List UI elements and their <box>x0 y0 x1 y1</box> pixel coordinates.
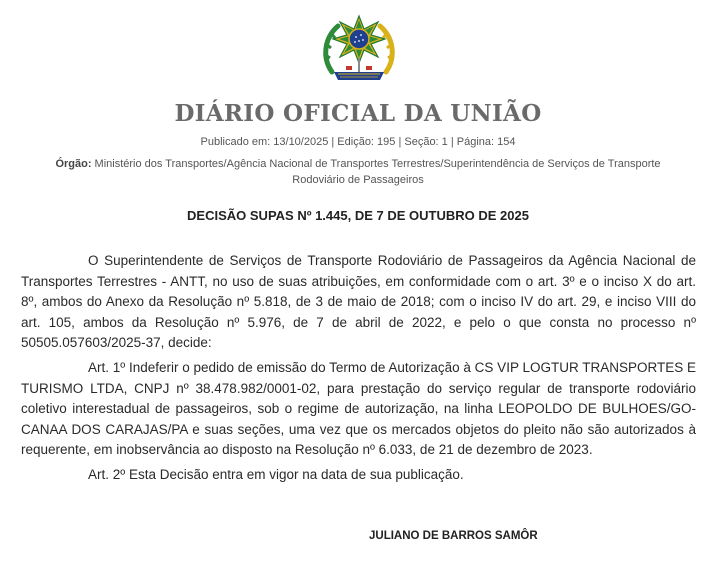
document-title: DECISÃO SUPAS Nº 1.445, DE 7 DE OUTUBRO DE 2025 <box>187 208 529 223</box>
organ-info <box>30 156 686 188</box>
signature: JULIANO DE BARROS SAMÔR <box>369 530 538 542</box>
preamble-paragraph: O Superintendente de Serviços de Transporte Rodoviário de Passageiros da Agência Nacional de Transportes Terrestres - ANTT, no uso de suas atribuições, em conformidade com o art. 3º e o inciso X do art. 8º, ambos do Anexo da Resolução nº 5.818, de 3 de maio de 2018; com o inciso IV do art. 29, e inciso VIII do art. 105, ambos da Resolução nº 5.976, de 7 de abril de 2022, e pelo o que consta no processo nº 50505.057603/2025-37, decide: <box>21 253 696 350</box>
organ-value: Ministério dos Transportes/Agência Nacional de Transportes Terrestres/Superintendência de Serviços de Transporte Rodoviário de Passageiros <box>91 158 661 186</box>
document-body <box>21 251 696 486</box>
brazil-coat-of-arms-icon <box>318 14 400 86</box>
masthead-title: DIÁRIO OFICIAL DA UNIÃO <box>174 100 542 127</box>
article-1-paragraph: Art. 1º Indeferir o pedido de emissão do Termo de Autorização à CS VIP LOGTUR TRANSPORTES E TURISMO LTDA, CNPJ nº 38.478.982/0001-02, para prestação do serviço regular de transporte rodoviário coletivo interestadual de passageiros, sob o regime de autorização, na linha LEOPOLDO DE BULHOES/GO-CANAA DOS CARAJAS/PA e suas seções, uma vez que os mercados objetos do pleito não são autorizados à requerente, em inobservância ao disposto na Resolução nº 6.033, de 21 de dezembro de 2023. <box>21 360 696 457</box>
article-2-paragraph: Art. 2º Esta Decisão entra em vigor na data de sua publicação. <box>88 467 464 482</box>
publication-info: Publicado em: 13/10/2025 | Edição: 195 | Seção: 1 | Página: 154 <box>200 136 516 148</box>
organ-label: Órgão: <box>55 158 92 170</box>
